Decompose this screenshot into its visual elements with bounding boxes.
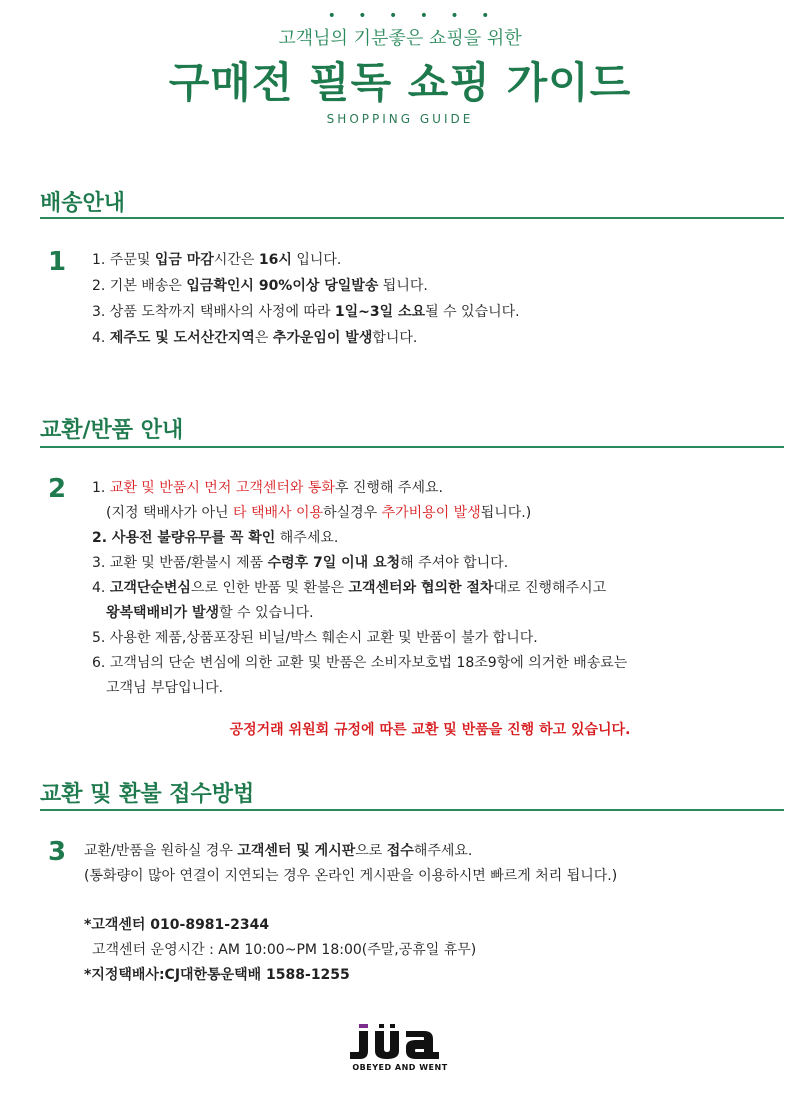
exchange-item-4-cont: 왕복택배비가 발생할 수 있습니다.	[106, 605, 314, 621]
customer-center-phone: *고객센터 010-8981-2344	[84, 917, 270, 933]
logo-letter-a	[406, 1031, 433, 1059]
delivery-item-4: 4. 제주도 및 도서산간지역은 추가운임이 발생합니다.	[92, 330, 418, 346]
brand-logo	[0, 1022, 800, 1066]
fair-trade-notice: 공정거래 위원회 규정에 따른 교환 및 반품을 진행 하고 있습니다.	[229, 722, 631, 738]
delivery-section-title: 배송안내	[40, 191, 126, 216]
method-item-1: 교환/반품을 원하실 경우 고객센터 및 게시판으로 접수해주세요.	[84, 843, 473, 859]
method-item-2: (통화량이 많아 연결이 지연되는 경우 온라인 게시판을 이용하시면 빠르게 처리 됩니다.)	[84, 868, 618, 884]
logo-a-tail	[433, 1052, 439, 1059]
decorative-dots: • • • • • •	[327, 8, 499, 24]
delivery-item-3: 3. 상품 도착까지 택배사의 사정에 따라 1일~3일 소요될 수 있습니다.	[92, 304, 520, 320]
exchange-section-divider	[40, 446, 784, 448]
brand-logo-mark	[345, 1022, 455, 1062]
brand-tagline: OBEYED AND WENT	[352, 1063, 448, 1072]
logo-letter-j	[350, 1031, 368, 1059]
exchange-item-6: 6. 고객님의 단순 변심에 의한 교환 및 반품은 소비자보호법 18조9항에 의거한 배송료는	[92, 655, 628, 671]
exchange-section-title: 교환/반품 안내	[40, 418, 184, 443]
method-section-title: 교환 및 환불 접수방법	[40, 782, 255, 807]
exchange-section-number: 2	[48, 474, 67, 504]
delivery-item-2: 2. 기본 배송은 입금확인시 90%이상 당일발송 됩니다.	[92, 278, 428, 294]
customer-center-hours: 고객센터 운영시간 : AM 10:00~PM 18:00(주말,공휴일 휴무)	[92, 942, 477, 958]
page-english-title: SHOPPING GUIDE	[326, 112, 474, 126]
exchange-item-5: 5. 사용한 제품,상품포장된 비닐/박스 훼손시 교환 및 반품이 불가 합니다.	[92, 630, 538, 646]
exchange-item-4: 4. 고객단순변심으로 인한 반품 및 환불은 고객센터와 협의한 절차대로 진행해주시고	[92, 580, 607, 596]
logo-letter-u	[375, 1031, 399, 1059]
delivery-section-divider	[40, 217, 784, 219]
logo-umlaut-right	[390, 1024, 395, 1028]
logo-accent-bar	[359, 1024, 368, 1028]
page-title: 구매전 필독 쇼핑 가이드	[168, 58, 632, 107]
method-section-number: 3	[48, 837, 67, 867]
method-section-divider	[40, 809, 784, 811]
delivery-item-1: 1. 주문및 입금 마감시간은 16시 입니다.	[92, 252, 342, 268]
exchange-item-1: 1. 교환 및 반품시 먼저 고객센터와 통화후 진행해 주세요.	[92, 480, 443, 496]
delivery-section-number: 1	[48, 247, 67, 277]
logo-umlaut-left	[379, 1024, 384, 1028]
page-subtitle: 고객님의 기분좋은 쇼핑을 위한	[278, 28, 522, 49]
courier-info: *지정택배사:CJ대한통운택배 1588-1255	[84, 967, 350, 983]
exchange-item-3: 3. 교환 및 반품/환불시 제품 수령후 7일 이내 요청해 주셔야 합니다.	[92, 555, 509, 571]
exchange-item-6-cont: 고객님 부담입니다.	[106, 680, 224, 696]
exchange-item-2: 2. 사용전 불량유무를 꼭 확인 해주세요.	[92, 530, 339, 546]
exchange-item-1-note: (지정 택배사가 아닌 타 택배사 이용하실경우 추가비용이 발생됩니다.)	[106, 505, 532, 521]
